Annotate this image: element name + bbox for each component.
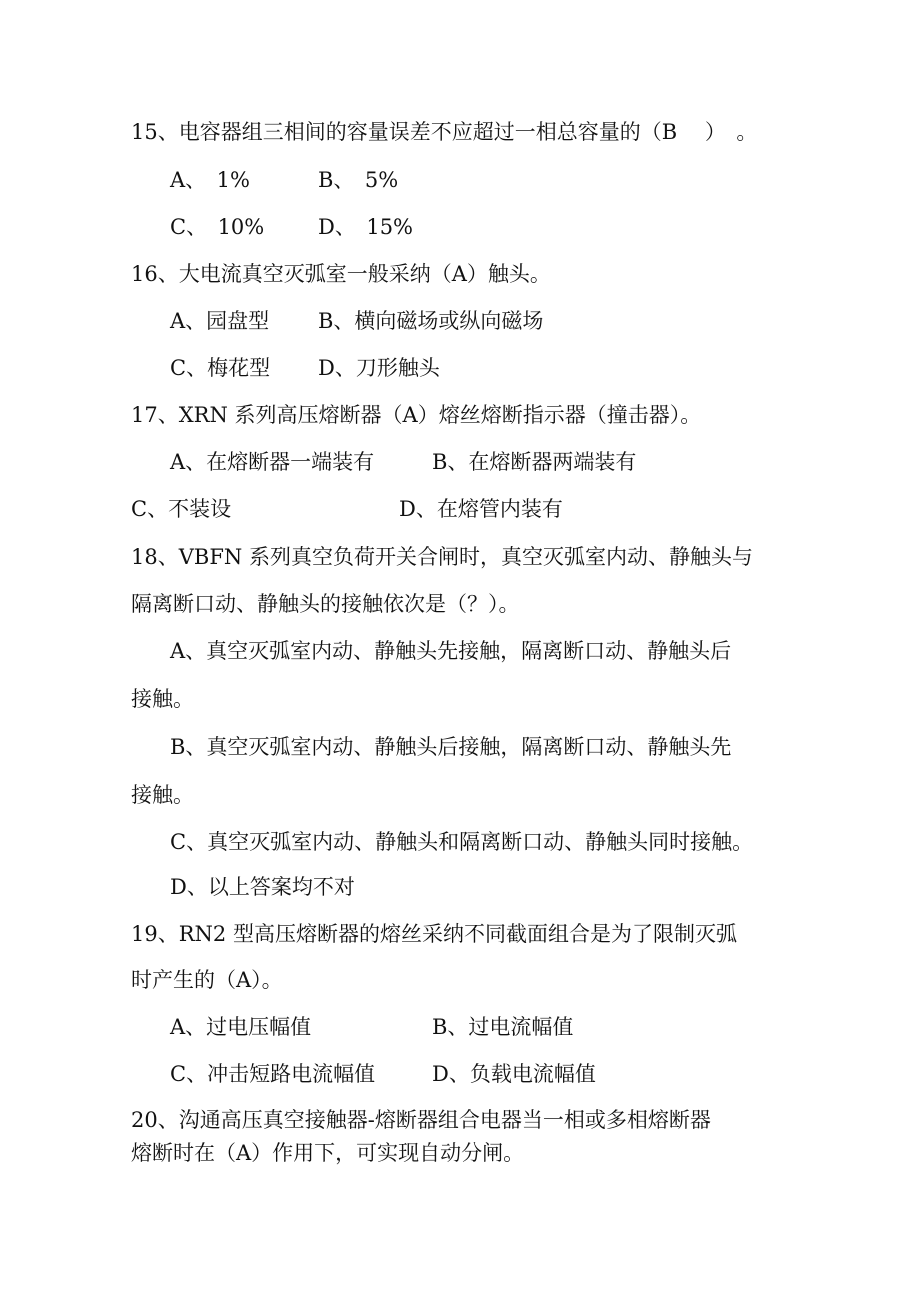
question-17-option-c: C、不装设 (131, 497, 232, 521)
question-19-stem-line-2: 时产生的（A）。 (131, 968, 283, 992)
question-15-option-c: C、 10% (170, 215, 265, 239)
question-17-option-d: D、在熔管内装有 (399, 497, 563, 521)
question-17-option-a: A、在熔断器一端装有 (170, 450, 375, 474)
question-19-option-a: A、过电压幅值 (170, 1015, 312, 1039)
question-17-option-b: B、在熔断器两端装有 (432, 450, 637, 474)
question-15-option-a: A、 1% (170, 168, 250, 192)
question-18-option-a-line-2: 接触。 (131, 687, 194, 711)
question-18-stem-line-2: 隔离断口动、静触头的接触依次是（？）。 (131, 592, 520, 616)
question-19-stem-line-1: 19、RN2 型高压熔断器的熔丝采纳不同截面组合是为了限制灭弧 (131, 922, 737, 946)
question-18-option-c: C、真空灭弧室内动、静触头和隔离断口动、静触头同时接触。 (170, 830, 754, 854)
question-18-option-b-line-2: 接触。 (131, 783, 194, 807)
question-16-option-b: B、横向磁场或纵向磁场 (318, 309, 544, 333)
question-16-option-a: A、园盘型 (170, 309, 270, 333)
question-18-option-d: D、以上答案均不对 (170, 875, 355, 899)
question-15-stem: 15、电容器组三相间的容量误差不应超过一相总容量的（B ） 。 (131, 120, 758, 144)
question-18-option-a-line-1: A、真空灭弧室内动、静触头先接触，隔离断口动、静触头后 (170, 639, 732, 663)
question-20-stem-line-2: 熔断时在（A）作用下，可实现自动分闸。 (131, 1141, 525, 1165)
question-15-option-b: B、 5% (318, 168, 399, 192)
question-15-option-d: D、 15% (318, 215, 414, 239)
question-16-stem: 16、大电流真空灭弧室一般采纳（A）触头。 (131, 262, 551, 286)
question-19-option-d: D、负载电流幅值 (432, 1062, 596, 1086)
question-19-option-c: C、冲击短路电流幅值 (170, 1062, 376, 1086)
question-16-option-c: C、梅花型 (170, 356, 271, 380)
question-18-option-b-line-1: B、真空灭弧室内动、静触头后接触，隔离断口动、静触头先 (170, 735, 732, 759)
question-18-stem-line-1: 18、VBFN 系列真空负荷开关合闸时，真空灭弧室内动、静触头与 (131, 545, 753, 569)
question-17-stem: 17、XRN 系列高压熔断器（A）熔丝熔断指示器（撞击器）。 (131, 403, 702, 427)
question-16-option-d: D、刀形触头 (318, 356, 440, 380)
question-19-option-b: B、过电流幅值 (432, 1015, 574, 1039)
question-20-stem-line-1: 20、沟通高压真空接触器-熔断器组合电器当一相或多相熔断器 (131, 1108, 711, 1132)
